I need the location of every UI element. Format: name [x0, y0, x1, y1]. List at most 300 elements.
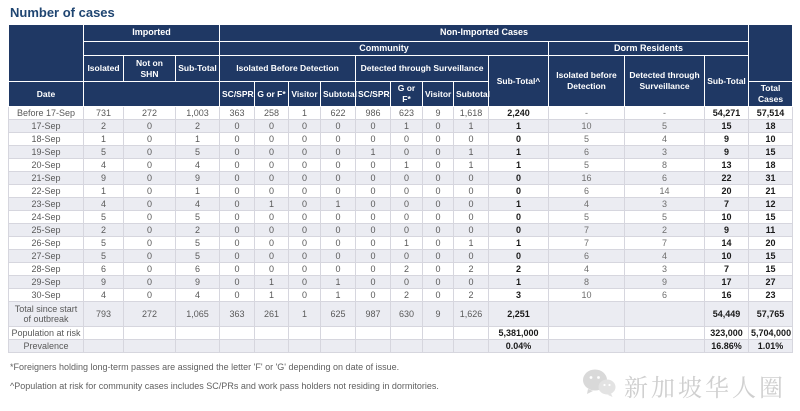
table-row [9, 184, 793, 197]
cell: 15 [749, 145, 793, 158]
cell: 2 [391, 262, 423, 275]
table-row [9, 288, 793, 301]
cell: 0 [489, 249, 549, 262]
header-dorm-residents: Dorm Residents [549, 42, 749, 56]
cell: 5 [84, 210, 124, 223]
header-dorm-detected-through-surveillance: Detected through Surveillance [625, 56, 705, 106]
cell: 0 [255, 145, 289, 158]
cell: 31 [749, 171, 793, 184]
cell: 0 [124, 210, 176, 223]
cell: 0 [489, 210, 549, 223]
footnote-foreigners: *Foreigners holding long-term passes are assigned the letter 'F' or 'G' depending on date of issue. [10, 361, 400, 372]
cell: 8 [625, 158, 705, 171]
cell: 0 [454, 210, 489, 223]
cell: 5 [84, 145, 124, 158]
cell: 5 [84, 249, 124, 262]
cell: 16 [705, 288, 749, 301]
cell: 0 [356, 210, 391, 223]
cell: 1 [84, 184, 124, 197]
cell: 27 [749, 275, 793, 288]
cell: 0 [489, 184, 549, 197]
cell: 4 [176, 158, 220, 171]
cell: 1 [489, 119, 549, 132]
cell: 0 [124, 145, 176, 158]
header-dts-sc-spr: SC/SPR [356, 82, 391, 106]
cell: 1,626 [454, 301, 489, 326]
cell: 0 [289, 145, 321, 158]
cell: 5 [549, 210, 625, 223]
cell: 0 [321, 236, 356, 249]
cell: 0 [289, 249, 321, 262]
cell: 0 [321, 249, 356, 262]
cell: 0 [356, 236, 391, 249]
cell: 0 [391, 184, 423, 197]
cell [391, 326, 423, 339]
header-ibd-sc-spr: SC/SPR [220, 82, 255, 106]
cell: 4 [84, 158, 124, 171]
cell [549, 339, 625, 352]
cell: 0 [289, 223, 321, 236]
cell: 0 [423, 145, 454, 158]
cell: 0 [321, 132, 356, 145]
cell: 4 [176, 288, 220, 301]
cell: 0 [124, 262, 176, 275]
row-label: 23-Sep [9, 197, 84, 210]
cell: 15 [705, 119, 749, 132]
cell: 10 [549, 119, 625, 132]
cell: 0 [255, 171, 289, 184]
cell: 0 [391, 223, 423, 236]
cell [356, 339, 391, 352]
cell: 0 [321, 223, 356, 236]
cell: 622 [321, 106, 356, 119]
table-row [9, 106, 793, 119]
header-dorm-sub-total: Sub-Total [705, 56, 749, 106]
cell: 987 [356, 301, 391, 326]
cell: 793 [84, 301, 124, 326]
cases-table [8, 24, 793, 353]
cell: 1 [489, 158, 549, 171]
cell: 6 [625, 171, 705, 184]
cell: 13 [705, 158, 749, 171]
cell: 0 [255, 158, 289, 171]
cell: 10 [549, 288, 625, 301]
cell: 0 [220, 119, 255, 132]
cell [84, 339, 124, 352]
cell: 363 [220, 301, 255, 326]
cell: 10 [749, 132, 793, 145]
cell: 4 [84, 197, 124, 210]
cell: 0 [356, 171, 391, 184]
cell: 0 [255, 262, 289, 275]
cell: 0 [391, 210, 423, 223]
cell: 12 [749, 197, 793, 210]
cell: 10 [705, 210, 749, 223]
row-label: 30-Sep [9, 288, 84, 301]
cell: 0 [356, 288, 391, 301]
header-community: Community [220, 42, 549, 56]
cell: 15 [749, 210, 793, 223]
cell: 0 [356, 249, 391, 262]
cell: 6 [625, 288, 705, 301]
cell: 0 [423, 223, 454, 236]
table-row [9, 132, 793, 145]
cell: 0 [321, 262, 356, 275]
cell: 0 [356, 262, 391, 275]
row-label: 24-Sep [9, 210, 84, 223]
cell: 1,618 [454, 106, 489, 119]
cell [391, 339, 423, 352]
cell [454, 326, 489, 339]
cell: 9 [176, 275, 220, 288]
cell: 0 [289, 158, 321, 171]
cell: 0 [423, 288, 454, 301]
footnote-population: ^Population at risk for community cases includes SC/PRs and work pass holders not residing in dormitories. [10, 380, 439, 391]
cell: 18 [749, 158, 793, 171]
header-non-imported: Non-Imported Cases [220, 25, 749, 42]
cell: 1 [356, 145, 391, 158]
cell: 5,381,000 [489, 326, 549, 339]
cell: 0 [289, 197, 321, 210]
cell: 57,765 [749, 301, 793, 326]
cell: 0 [124, 275, 176, 288]
table-body [9, 106, 793, 352]
header-imported: Imported [84, 25, 220, 42]
cell: 1.01% [749, 339, 793, 352]
cell: 0 [356, 275, 391, 288]
cell: 0 [489, 132, 549, 145]
cell: 14 [625, 184, 705, 197]
cell: 0 [423, 171, 454, 184]
cell [255, 326, 289, 339]
cell [255, 339, 289, 352]
row-label: 29-Sep [9, 275, 84, 288]
cell [124, 326, 176, 339]
cell: 16.86% [705, 339, 749, 352]
cell: 630 [391, 301, 423, 326]
cell: - [549, 106, 625, 119]
cell [549, 326, 625, 339]
cell: 9 [423, 301, 454, 326]
header-ibd-g-or-f: G or F* [255, 82, 289, 106]
cell: 3 [625, 145, 705, 158]
cell: 0 [423, 197, 454, 210]
cell: 14 [705, 236, 749, 249]
cell: 15 [749, 249, 793, 262]
cell: 1 [454, 145, 489, 158]
cell: 23 [749, 288, 793, 301]
cell: 0 [220, 184, 255, 197]
cell: 272 [124, 301, 176, 326]
cell [289, 326, 321, 339]
header-imported-blank [84, 42, 220, 56]
row-label: 19-Sep [9, 145, 84, 158]
cell: 0 [255, 249, 289, 262]
cell: 0 [255, 132, 289, 145]
cell: 0 [391, 171, 423, 184]
cell: 0 [423, 236, 454, 249]
cell: 1 [489, 236, 549, 249]
cell: 0 [220, 171, 255, 184]
cell: 0 [423, 184, 454, 197]
row-label: 18-Sep [9, 132, 84, 145]
cell: 9 [625, 275, 705, 288]
cell: 2 [176, 223, 220, 236]
cell: 0 [454, 249, 489, 262]
cell: 0 [356, 119, 391, 132]
cell: 7 [705, 197, 749, 210]
cell: 1 [454, 158, 489, 171]
table-row [9, 158, 793, 171]
cell: 0 [124, 158, 176, 171]
cell: 0 [289, 184, 321, 197]
cell: 0 [391, 275, 423, 288]
table-row [9, 197, 793, 210]
cell: 0 [289, 210, 321, 223]
cell: 9 [423, 106, 454, 119]
cell: 2 [489, 262, 549, 275]
table-row [9, 145, 793, 158]
table-row [9, 119, 793, 132]
cell: 323,000 [705, 326, 749, 339]
header-dts-g-or-f: G or F* [391, 82, 423, 106]
header-imported-blank2 [84, 82, 220, 106]
cell: 1,065 [176, 301, 220, 326]
cell: 0 [454, 197, 489, 210]
cell: 0 [454, 275, 489, 288]
cell: 4 [625, 132, 705, 145]
header-imported-sub-total: Sub-Total [176, 56, 220, 82]
header-community-sub-total: Sub-Total^ [489, 56, 549, 106]
cell: 623 [391, 106, 423, 119]
cell: 7 [549, 223, 625, 236]
header-isolated: Isolated [84, 56, 124, 82]
cell: 3 [625, 197, 705, 210]
cell [549, 301, 625, 326]
cell [289, 339, 321, 352]
cell: 2,240 [489, 106, 549, 119]
cell: 0 [321, 158, 356, 171]
cell: 8 [549, 275, 625, 288]
cell: 21 [749, 184, 793, 197]
cell [176, 339, 220, 352]
cell: 6 [549, 184, 625, 197]
row-label: 28-Sep [9, 262, 84, 275]
table-row [9, 171, 793, 184]
cell: 0 [220, 223, 255, 236]
header-date-blank [9, 25, 84, 82]
cell: 5 [176, 249, 220, 262]
cell [321, 339, 356, 352]
cell: 0 [255, 119, 289, 132]
cell: 1 [289, 106, 321, 119]
cell [423, 339, 454, 352]
cell [454, 339, 489, 352]
cell: 0 [289, 119, 321, 132]
wechat-logo-icon [582, 368, 616, 403]
cell: 20 [705, 184, 749, 197]
cell: 1 [391, 119, 423, 132]
table-row [9, 236, 793, 249]
table-row [9, 275, 793, 288]
cell: 0 [454, 132, 489, 145]
cell: 0 [489, 223, 549, 236]
cell: 0 [289, 262, 321, 275]
header-detected-through-surveillance: Detected through Surveillance [356, 56, 489, 82]
header-total-cases-blank [749, 25, 793, 82]
cell [625, 301, 705, 326]
cell: 20 [749, 236, 793, 249]
cell: 0 [321, 171, 356, 184]
cell: 0 [255, 223, 289, 236]
cell: 5 [176, 210, 220, 223]
cell: 2 [625, 223, 705, 236]
cell: 0 [356, 132, 391, 145]
cell: 4 [625, 249, 705, 262]
cell: 0 [423, 275, 454, 288]
page-title: Number of cases [10, 5, 115, 20]
cell: 2 [391, 288, 423, 301]
cell: 0 [321, 184, 356, 197]
cell: 1 [489, 145, 549, 158]
row-label: 25-Sep [9, 223, 84, 236]
watermark-text: 新加坡华人圈 [624, 375, 786, 402]
cell: 0 [289, 236, 321, 249]
cell: 17 [705, 275, 749, 288]
cell: 0 [124, 184, 176, 197]
cell: 7 [705, 262, 749, 275]
cell: 0 [255, 184, 289, 197]
cell [220, 326, 255, 339]
cell: 1 [454, 236, 489, 249]
cell: 1 [454, 119, 489, 132]
cell: 0 [220, 275, 255, 288]
cell: 0 [220, 210, 255, 223]
cell: - [625, 106, 705, 119]
cell: 2 [454, 288, 489, 301]
cell [176, 326, 220, 339]
cell: 9 [176, 171, 220, 184]
table-row [9, 249, 793, 262]
cell: 731 [84, 106, 124, 119]
cell [625, 326, 705, 339]
table-row-total [9, 301, 793, 326]
cell: 5 [625, 119, 705, 132]
cell: 9 [84, 275, 124, 288]
cell: 1 [321, 288, 356, 301]
cell: 18 [749, 119, 793, 132]
cell: 7 [549, 236, 625, 249]
cell: 0 [423, 158, 454, 171]
cell: 0 [289, 275, 321, 288]
cell: 0 [423, 262, 454, 275]
cell: 0 [423, 119, 454, 132]
cell [423, 326, 454, 339]
cell: 15 [749, 262, 793, 275]
cell: 0 [454, 171, 489, 184]
cell: 5 [549, 132, 625, 145]
cell: 0 [423, 210, 454, 223]
header-dts-subtotal: Subtotal [454, 82, 489, 106]
cell: 0 [220, 158, 255, 171]
cell: 0 [220, 288, 255, 301]
cell: 1 [321, 275, 356, 288]
cell: 2,251 [489, 301, 549, 326]
cell: 1 [489, 275, 549, 288]
cell: 0 [356, 223, 391, 236]
cell: 5 [549, 158, 625, 171]
cell: 363 [220, 106, 255, 119]
row-label: 21-Sep [9, 171, 84, 184]
cell: 4 [549, 262, 625, 275]
cell: 54,271 [705, 106, 749, 119]
cell: 1 [391, 158, 423, 171]
cell: 1 [84, 132, 124, 145]
cell: 9 [705, 132, 749, 145]
cell: 0 [220, 145, 255, 158]
table-row [9, 262, 793, 275]
cell [625, 339, 705, 352]
cell: 1 [321, 197, 356, 210]
cell: 0 [220, 249, 255, 262]
cell: 1 [255, 197, 289, 210]
table-row [9, 223, 793, 236]
cell: 4 [176, 197, 220, 210]
row-label: 17-Sep [9, 119, 84, 132]
cell: 1 [176, 184, 220, 197]
cell: 0 [124, 197, 176, 210]
cell: 1 [255, 275, 289, 288]
row-label: 26-Sep [9, 236, 84, 249]
cell: 6 [176, 262, 220, 275]
cell: 0 [356, 158, 391, 171]
header-isolated-before-detection: Isolated Before Detection [220, 56, 356, 82]
header-not-on-shn: Not on SHN [124, 56, 176, 82]
cell: 2 [84, 119, 124, 132]
cell: 54,449 [705, 301, 749, 326]
cell: 261 [255, 301, 289, 326]
cell: 0 [124, 288, 176, 301]
cell [321, 326, 356, 339]
cell: 986 [356, 106, 391, 119]
cell: 0 [321, 119, 356, 132]
cell: 272 [124, 106, 176, 119]
cell: 0 [124, 249, 176, 262]
cell: 9 [705, 223, 749, 236]
cell: 0 [391, 145, 423, 158]
header-dts-visitor: Visitor [423, 82, 454, 106]
header-date: Date [9, 82, 84, 106]
cell: 11 [749, 223, 793, 236]
cell: 0 [391, 197, 423, 210]
cell: 5 [625, 210, 705, 223]
header-ibd-visitor: Visitor [289, 82, 321, 106]
cell: 0 [321, 145, 356, 158]
cell [84, 326, 124, 339]
row-label: 27-Sep [9, 249, 84, 262]
cell: 0 [220, 236, 255, 249]
cell: 0 [220, 262, 255, 275]
cell: 625 [321, 301, 356, 326]
cell: 2 [454, 262, 489, 275]
cell: 7 [625, 236, 705, 249]
cell: 5 [176, 145, 220, 158]
cell: 6 [549, 145, 625, 158]
cell: 0 [220, 132, 255, 145]
cell: 57,514 [749, 106, 793, 119]
watermark [582, 368, 786, 403]
cell: 2 [176, 119, 220, 132]
